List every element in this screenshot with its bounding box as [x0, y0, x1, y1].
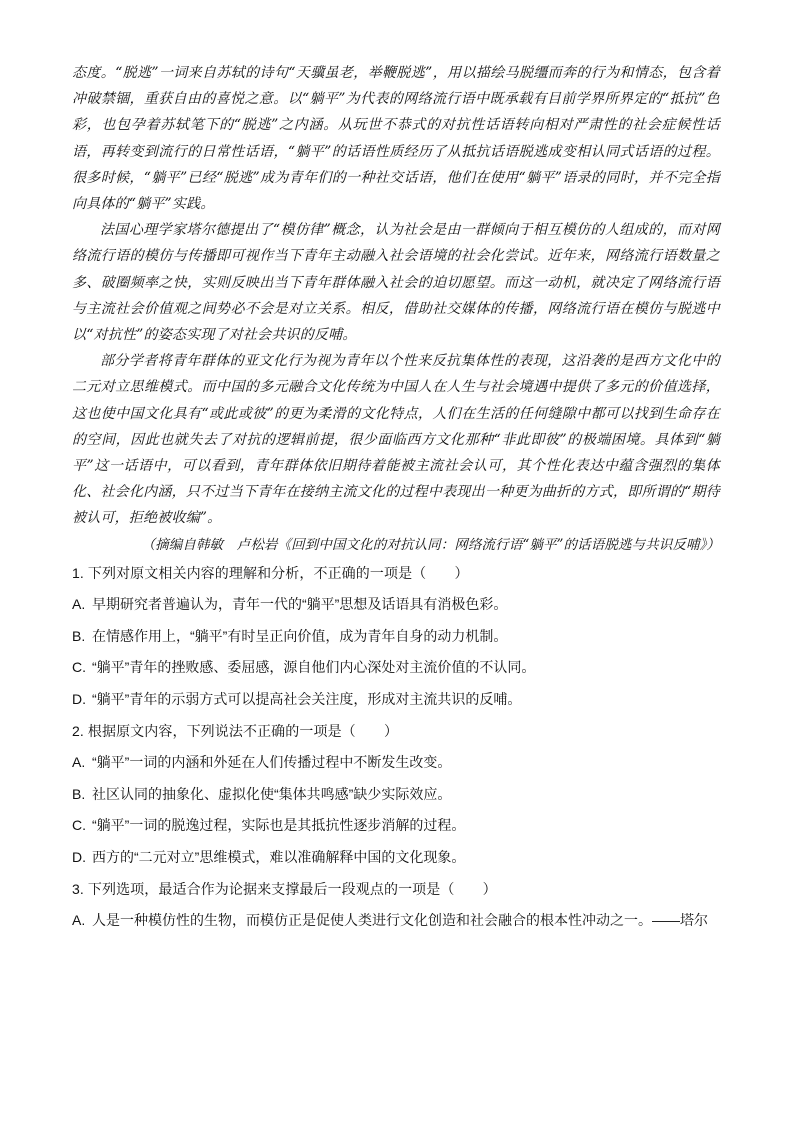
option-label: A.	[72, 596, 86, 613]
option-text: “躺平”青年的示弱方式可以提高社会关注度，形成对主流共识的反哺。	[92, 691, 522, 708]
question-stem: 3. 下列选项，最适合作为论据来支撑最后一段观点的一项是（ ）	[72, 880, 497, 897]
option-label: A.	[72, 912, 86, 929]
option-a[interactable]	[72, 747, 720, 779]
question-stem: 2. 根据原文内容，下列说法不正确的一项是（ ）	[72, 722, 399, 739]
option-text: 社区认同的抽象化、虚拟化使“集体共鸣感”缺少实际效应。	[92, 785, 452, 802]
option-label: C.	[72, 659, 86, 676]
option-c[interactable]	[72, 652, 720, 684]
option-a[interactable]	[72, 905, 720, 937]
document-page	[72, 60, 720, 937]
article-paragraph-1: 态度。“脱逃”一词来自苏轼的诗句“天骥虽老，举鞭脱逃”，用以描绘马脱缰而奔的行为和情态，包含着冲破禁锢，重获自由的喜悦之意。以“躺平”为代表的网络流行语中既承载有目前学界所界定的“抵抗”色彩，也包孕着苏轼笔下的“脱逃”之内涵。从玩世不恭式的对抗性话语转向相对严肃性的社会症候性话语，再转变到流行的日常性话语，“躺平”的话语性质经历了从抵抗话语脱逃成变相认同式话语的过程。很多时候，“躺平”已经“脱逃”成为青年们的一种社交话语，他们在使用“躺平”语录的同时，并不完全指向具体的“躺平”实践。	[72, 65, 720, 213]
article-paragraph-3: 部分学者将青年群体的亚文化行为视为青年以个性来反抗集体性的表现，这沿袭的是西方文化中的二元对立思维模式。而中国的多元融合文化传统为中国人在人生与社会境遇中提供了多元的价值选择，这也使中国文化具有“或此或彼”的更为柔滑的文化特点，人们在生活的任何缝隙中都可以找到生命存在的空间，因此也就失去了对抗的逻辑前提，很少面临西方文化那种“非此即彼”的极端困境。具体到“躺平”这一话语中，可以看到，青年群体依旧期待着能被主流社会认可，其个性化表达中蕴含强烈的集体化、社会化内涵，只不过当下青年在接纳主流文化的过程中表现出一种更为曲折的方式，即所谓的“期待被认可，拒绝被收编”。	[72, 353, 720, 527]
article-source: （摘编自韩敏 卢松岩《回到中国文化的对抗认同：网络流行语“躺平”的话语脱逃与共识反哺》）	[141, 536, 720, 553]
question-1	[72, 558, 720, 716]
option-text: 西方的“二元对立”思维模式，难以准确解释中国的文化现象。	[92, 849, 466, 865]
question-2	[72, 716, 720, 874]
option-label: A.	[72, 754, 86, 771]
article-paragraph-2: 法国心理学家塔尔德提出了“模仿律”概念，认为社会是由一群倾向于相互模仿的人组成的，而对网络流行语的模仿与传播即可视作当下青年主动融入社会语境的社会化尝试。近年来，网络流行语数量之多、破圈频率之快，实则反映出当下青年群体融入社会的迫切愿望。而这一动机，就决定了网络流行语与主流社会价值观之间势必不会是对立关系。相反，借助社交媒体的传播，网络流行语在模仿与脱逃中以“对抗性”的姿态实现了对社会共识的反哺。	[72, 222, 720, 344]
question-stem: 1. 下列对原文相关内容的理解和分析，不正确的一项是（ ）	[72, 564, 469, 581]
option-d[interactable]	[72, 684, 720, 716]
option-text: 在情感作用上，“躺平”有时呈正向价值，成为青年自身的动力机制。	[92, 627, 508, 644]
option-d[interactable]	[72, 842, 720, 874]
option-text: “躺平”青年的挫败感、委屈感，源自他们内心深处对主流价值的不认同。	[92, 659, 536, 676]
option-text: “躺平”一词的脱逸过程，实际也是其抵抗性逐步消解的过程。	[92, 817, 466, 834]
option-label: D.	[72, 691, 86, 708]
option-text: 人是一种模仿性的生物，而模仿正是促使人类进行文化创造和社会融合的根本性冲动之一。——塔尔	[92, 912, 708, 929]
option-c[interactable]	[72, 810, 720, 842]
option-text: 早期研究者普遍认为，青年一代的“躺平”思想及话语具有消极色彩。	[92, 596, 508, 613]
question-3	[72, 874, 720, 937]
option-b[interactable]	[72, 621, 720, 653]
option-text: “躺平”一词的内涵和外延在人们传播过程中不断发生改变。	[92, 754, 452, 771]
option-label: C.	[72, 817, 86, 834]
option-b[interactable]	[72, 779, 720, 811]
option-label: B.	[72, 627, 86, 644]
option-a[interactable]	[72, 589, 720, 621]
option-label: B.	[72, 785, 86, 802]
option-label: D.	[72, 849, 86, 865]
